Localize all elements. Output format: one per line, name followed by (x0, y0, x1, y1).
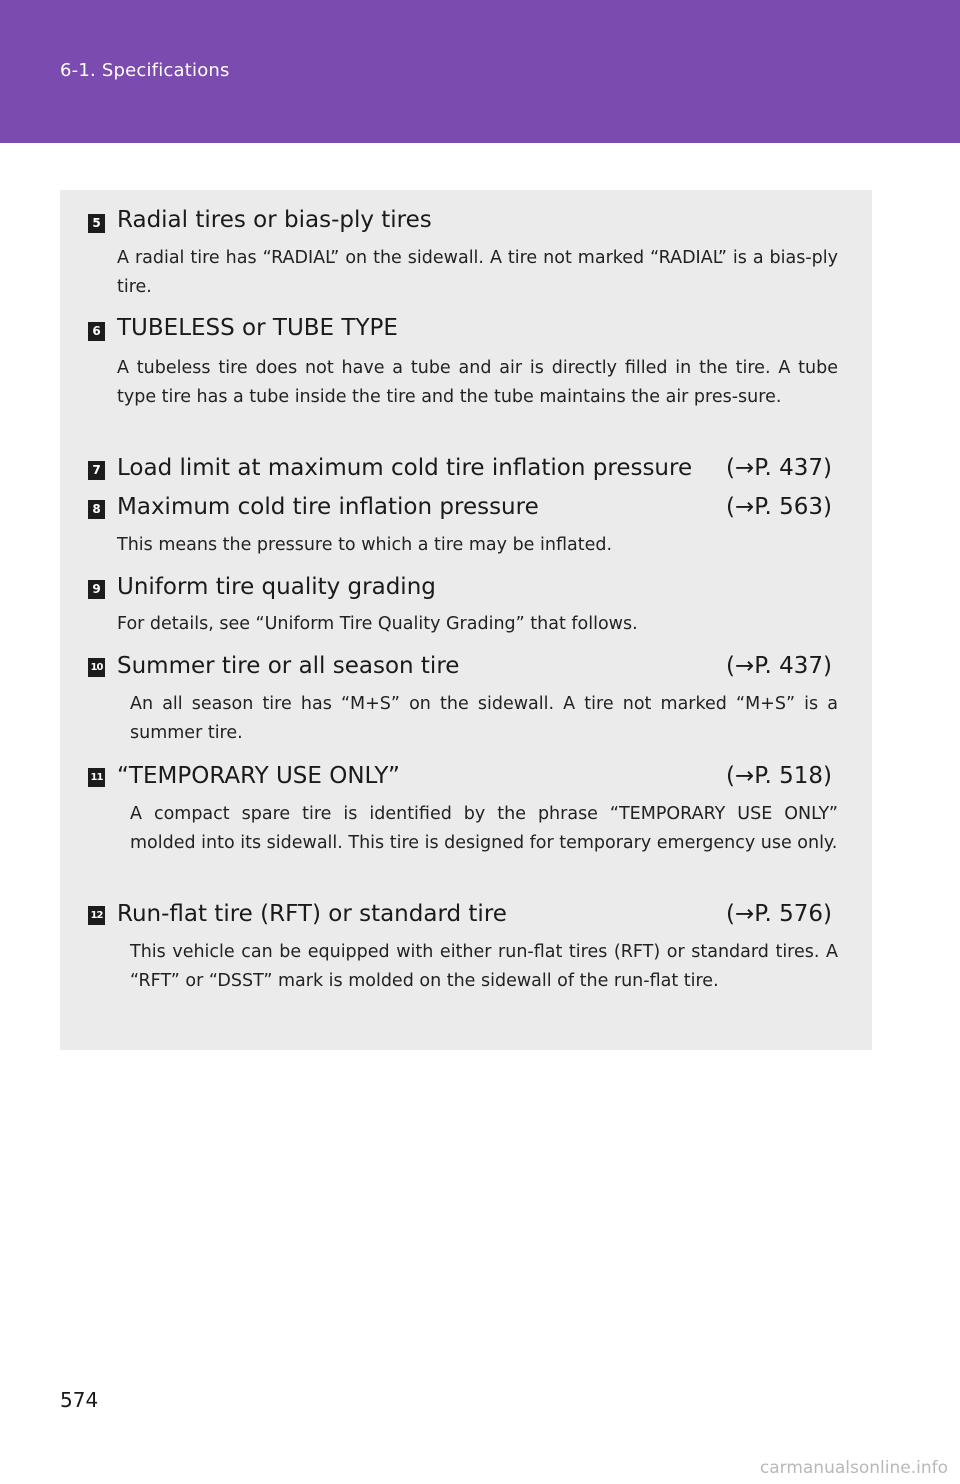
page-reference: (→P. 518) (725, 763, 832, 789)
item-description: An all season tire has “M+S” on the sidewall. A tire not marked “M+S” is a summer tire. (130, 694, 838, 743)
item-heading-text: Load limit at maximum cold tire inflation pressure (117, 455, 693, 481)
item-heading: Uniform tire quality grading (117, 574, 436, 600)
item-heading (117, 899, 832, 929)
page-number: 574 (60, 1388, 99, 1412)
item-marker: 10 (88, 658, 105, 677)
item-heading (117, 761, 832, 791)
page-reference: (→P. 576) (725, 901, 832, 927)
item-heading-text: Run-flat tire (RFT) or standard tire (117, 901, 507, 927)
watermark: carmanualsonline.info (759, 1458, 948, 1478)
item-marker: 7 (88, 461, 105, 480)
item-marker: 12 (88, 906, 105, 925)
item-marker: 6 (88, 322, 105, 341)
item-heading-text: Summer tire or all season tire (117, 653, 460, 679)
item-heading (117, 453, 832, 483)
item-description: A radial tire has “RADIAL” on the sidewall. A tire not marked “RADIAL” is a bias-ply tire. (117, 248, 838, 297)
item-heading (117, 651, 832, 681)
item-heading: TUBELESS or TUBE TYPE (117, 315, 398, 341)
page-reference: (→P. 437) (725, 455, 832, 481)
page-reference: (→P. 563) (725, 494, 832, 520)
page-reference: (→P. 437) (725, 653, 832, 679)
item-marker: 11 (88, 768, 105, 787)
section-title: 6-1. Specifications (60, 60, 230, 81)
item-heading (117, 492, 832, 522)
specifications-panel (60, 190, 872, 1050)
item-marker: 8 (88, 500, 105, 519)
item-description: A compact spare tire is identified by the phrase “TEMPORARY USE ONLY” molded into its sidewall. This tire is designed for temporary emergency use only. (130, 804, 838, 853)
item-heading-text: Maximum cold tire inflation pressure (117, 494, 539, 520)
item-description: This vehicle can be equipped with either run-flat tires (RFT) or standard tires. A “RFT” or “DSST” mark is molded on the sidewall of the run-flat tire. (130, 942, 838, 991)
item-heading-text: “TEMPORARY USE ONLY” (117, 763, 400, 789)
item-marker: 9 (88, 580, 105, 599)
item-marker: 5 (88, 214, 105, 233)
item-description: For details, see “Uniform Tire Quality Grading” that follows. (117, 614, 638, 634)
item-description: This means the pressure to which a tire may be inflated. (117, 535, 613, 555)
section-header-bar (0, 0, 960, 143)
item-heading: Radial tires or bias-ply tires (117, 207, 432, 233)
item-description: A tubeless tire does not have a tube and air is directly filled in the tire. A tube type tire has a tube inside the tire and the tube maintains the air pres-sure. (117, 358, 838, 407)
